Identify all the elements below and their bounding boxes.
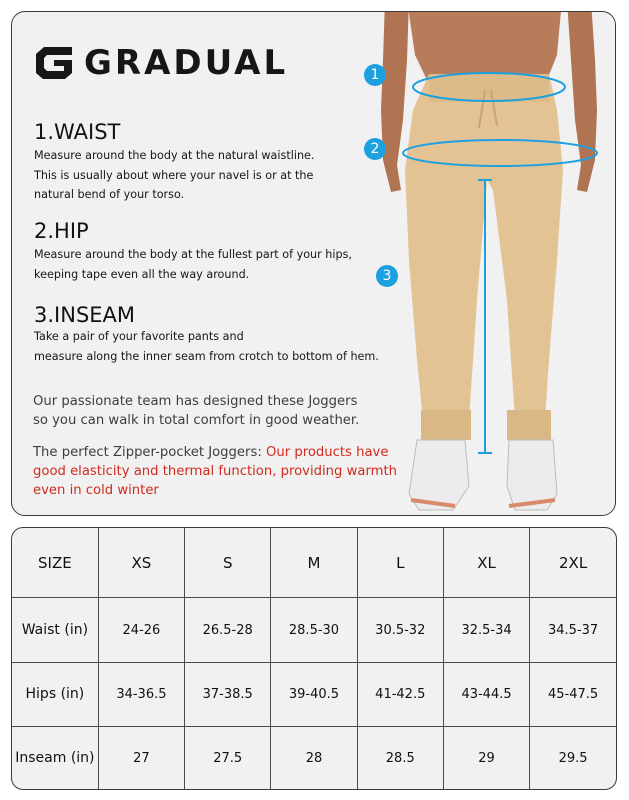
row-label: Waist (in) <box>12 598 98 662</box>
table-cell: 29 <box>443 727 529 789</box>
row-label: Hips (in) <box>12 662 98 726</box>
brand-name: GRADUAL <box>84 43 289 83</box>
row-label: Inseam (in) <box>12 727 98 789</box>
hip-title: 2.HIP <box>34 219 89 243</box>
table-cell: 27 <box>98 727 184 789</box>
size-column-header: L <box>357 528 443 598</box>
callout-badge-3: 3 <box>376 265 398 287</box>
promo-highlight: good elasticity and thermal function, providing warmth <box>33 464 398 479</box>
promo-highlight: Our products have <box>265 445 389 460</box>
table-cell: 28 <box>271 727 357 789</box>
table-cell: 24-26 <box>98 598 184 662</box>
table-cell: 34.5-37 <box>530 598 616 662</box>
table-cell: 39-40.5 <box>271 662 357 726</box>
measurement-guide-panel <box>11 11 616 516</box>
model-figure-illustration <box>357 11 616 516</box>
size-column-header: 2XL <box>530 528 616 598</box>
table-cell: 37-38.5 <box>185 662 271 726</box>
table-cell: 28.5-30 <box>271 598 357 662</box>
size-header-label: SIZE <box>12 528 98 598</box>
table-cell: 45-47.5 <box>530 662 616 726</box>
size-column-header: S <box>185 528 271 598</box>
promo-line: Our passionate team has designed these Joggers <box>33 394 358 409</box>
table-row <box>12 598 616 662</box>
hip-description <box>34 245 352 284</box>
brand-logo <box>34 43 289 83</box>
waist-line: This is usually about where your navel is or at the <box>34 168 314 182</box>
waist-title: 1.WAIST <box>34 120 121 144</box>
table-cell: 34-36.5 <box>98 662 184 726</box>
table-cell: 28.5 <box>357 727 443 789</box>
hip-line: Measure around the body at the fullest part of your hips, <box>34 248 352 261</box>
waist-line: natural bend of your torso. <box>34 188 185 201</box>
promo-paragraph <box>33 392 359 430</box>
table-cell: 32.5-34 <box>443 598 529 662</box>
inseam-title: 3.INSEAM <box>34 303 136 327</box>
table-cell: 43-44.5 <box>443 662 529 726</box>
inseam-line: Take a pair of your favorite pants and <box>34 330 244 343</box>
inseam-description <box>34 327 379 366</box>
size-column-header: XL <box>443 528 529 598</box>
callout-badge-1: 1 <box>364 64 386 86</box>
promo-line: so you can walk in total comfort in good weather. <box>33 413 360 428</box>
table-row <box>12 662 616 726</box>
table-cell: 30.5-32 <box>357 598 443 662</box>
callout-badge-2: 2 <box>364 138 386 160</box>
promo-highlight: even in cold winter <box>33 483 159 498</box>
table-cell: 26.5-28 <box>185 598 271 662</box>
table-cell: 27.5 <box>185 727 271 789</box>
table-row <box>12 727 616 789</box>
size-column-header: XS <box>98 528 184 598</box>
table-cell: 41-42.5 <box>357 662 443 726</box>
promo-highlight-paragraph <box>33 443 397 500</box>
size-column-header: M <box>271 528 357 598</box>
waist-line: Measure around the body at the natural waistline. <box>34 149 315 162</box>
table-cell: 29.5 <box>530 727 616 789</box>
hip-line: keeping tape even all the way around. <box>34 267 250 281</box>
waist-description <box>34 146 314 205</box>
gradual-g-logo-icon <box>34 46 74 80</box>
inseam-line: measure along the inner seam from crotch to bottom of hem. <box>34 349 379 363</box>
size-chart-table <box>11 527 617 790</box>
size-header-row <box>12 528 616 598</box>
promo-lead: The perfect Zipper-pocket Joggers: <box>33 445 266 460</box>
